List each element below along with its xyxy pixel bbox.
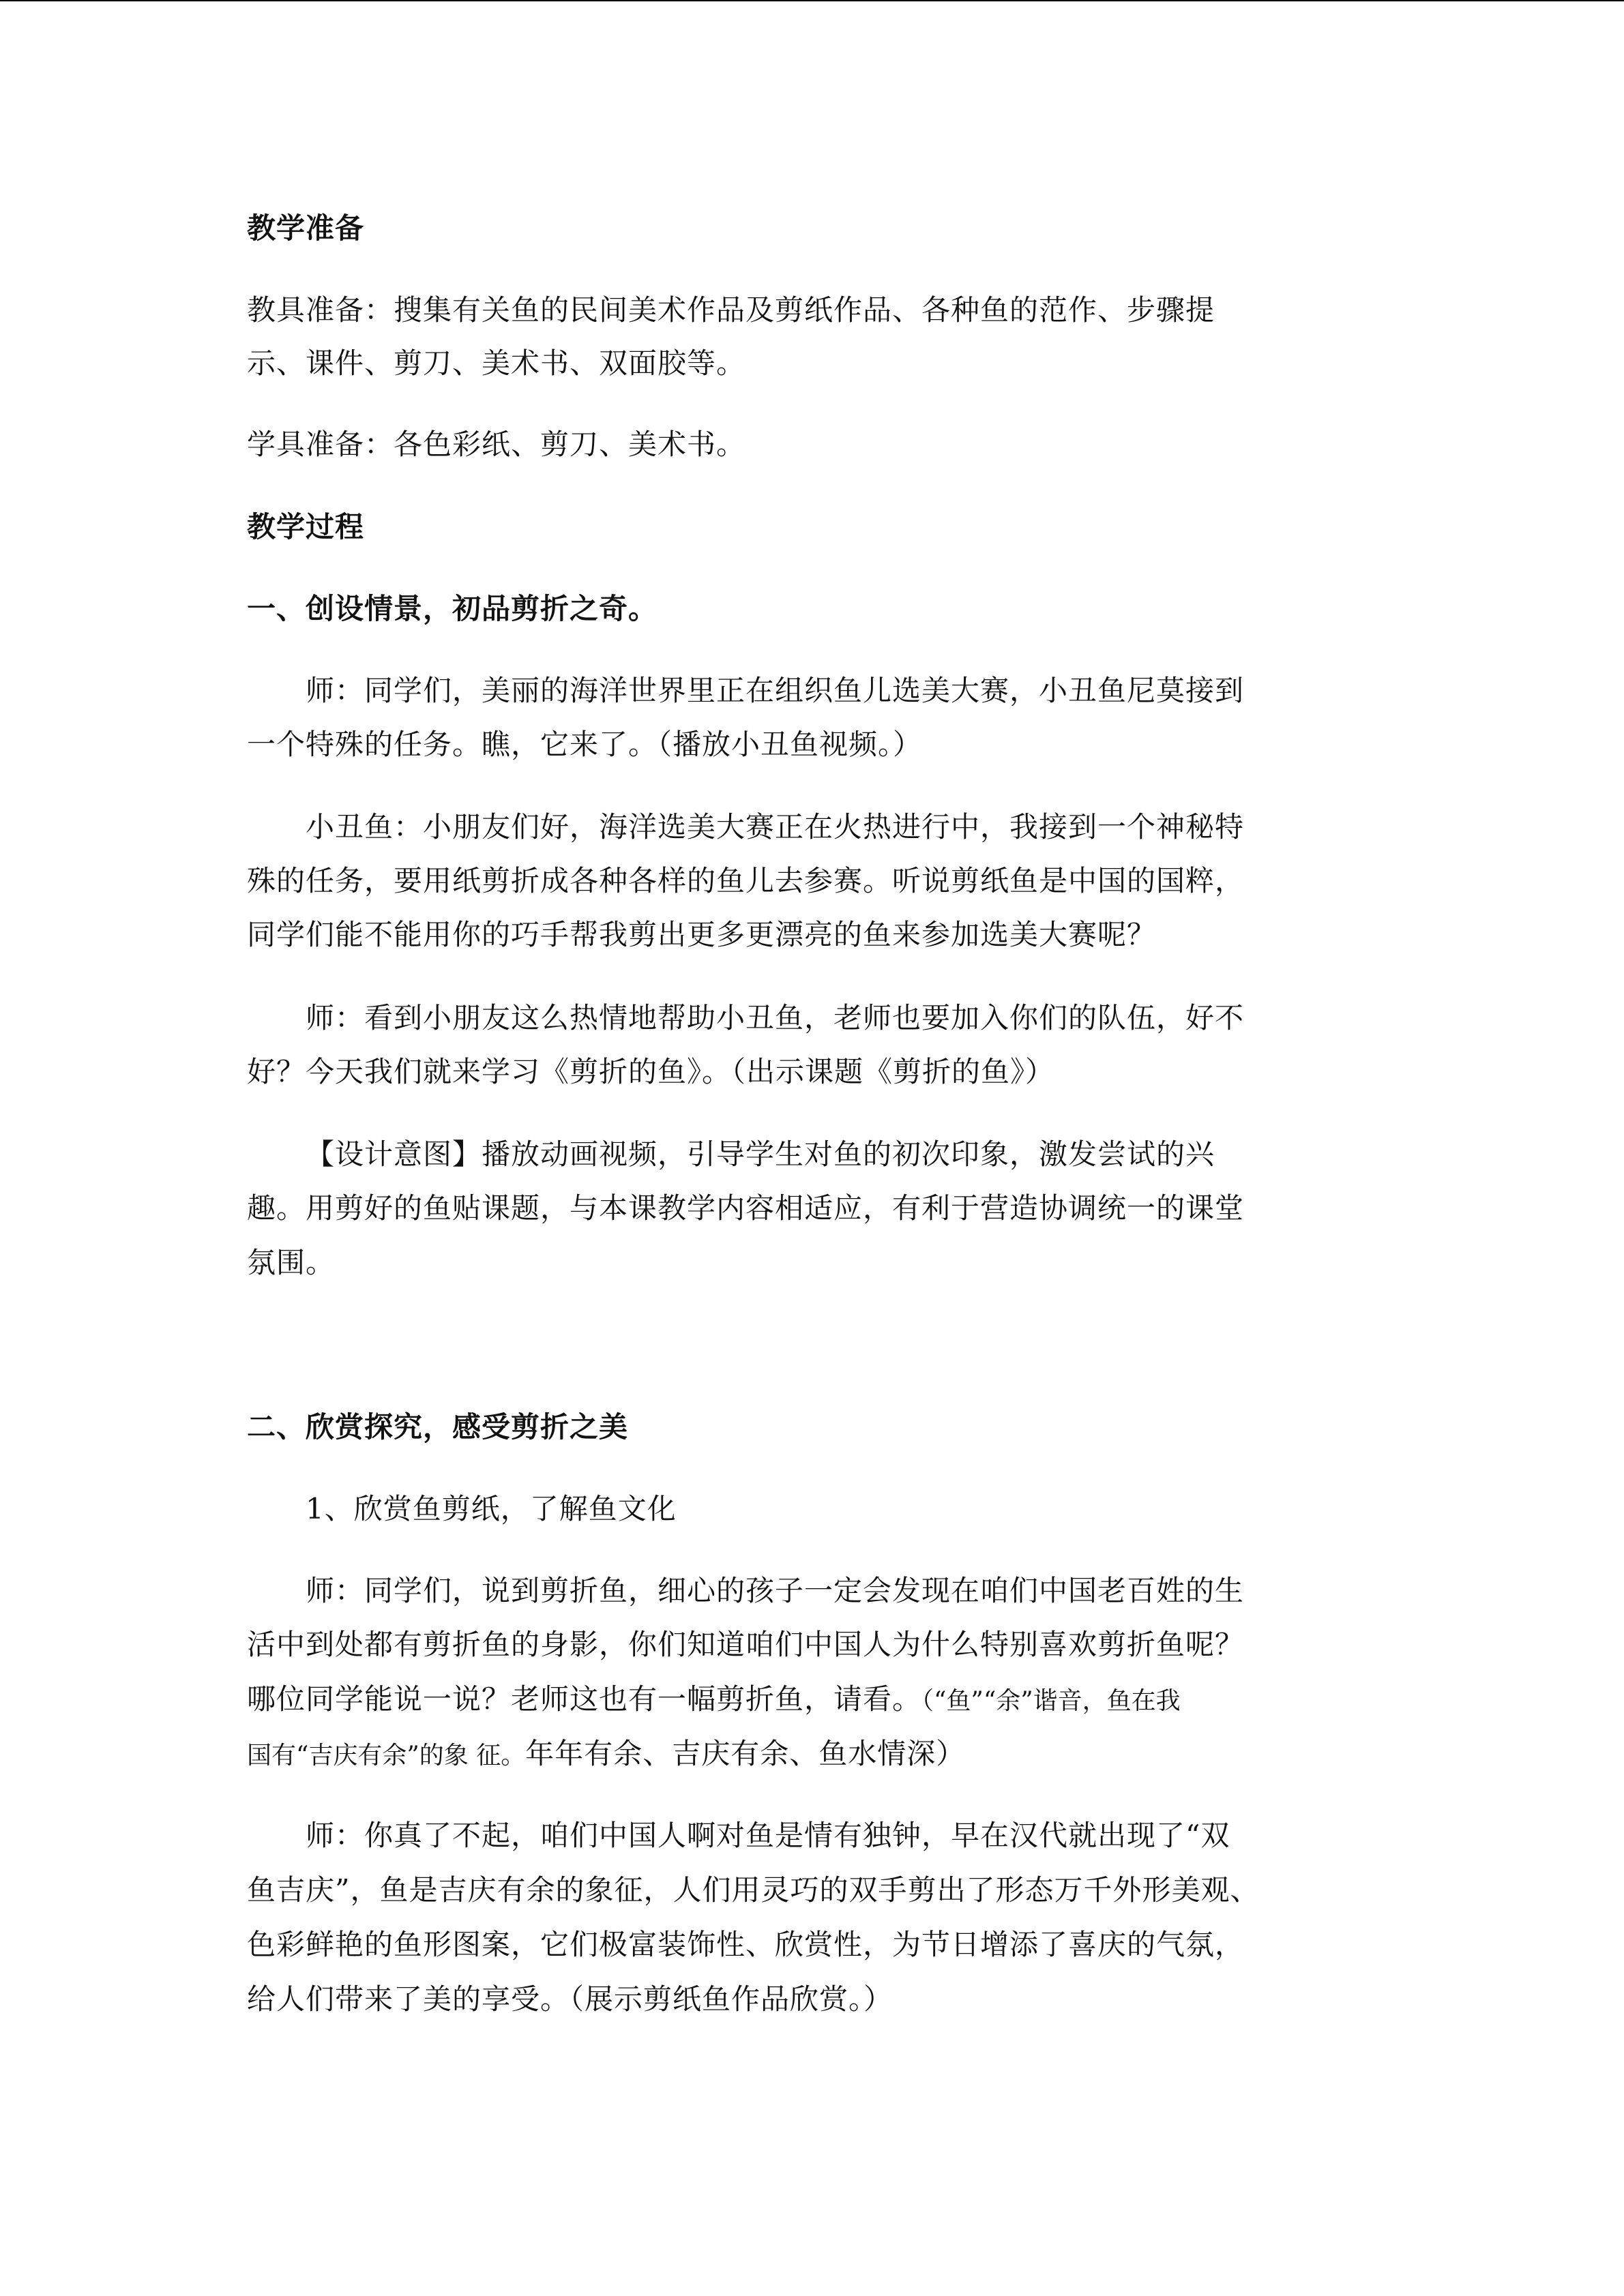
heading-teaching-process: 教学过程 (247, 510, 365, 543)
teacher-tools-line-1: 教具准备：搜集有关鱼的民间美术作品及剪纸作品、各种鱼的范作、步骤提 (247, 293, 1215, 327)
heading-teaching-preparation: 教学准备 (247, 211, 365, 245)
paragraph-6-line-2: 鱼吉庆”，鱼是吉庆有余的象征，人们用灵巧的双手剪出了形态万千外形美观、 (247, 1873, 1260, 1907)
paragraph-3-line-2: 好？今天我们就来学习《剪折的鱼》。（出示课题《剪折的鱼》） (247, 1055, 1055, 1088)
paragraph-2-line-3: 同学们能不能用你的巧手帮我剪出更多更漂亮的鱼来参加选美大赛呢？ (247, 918, 1157, 951)
design-intent-line-2: 趣。用剪好的鱼贴课题，与本课教学内容相适应，有利于营造协调统一的课堂 (247, 1191, 1245, 1225)
teacher-tools-line-2: 示、课件、剪刀、美术书、双面胶等。 (247, 346, 746, 380)
design-intent-line-1: 【设计意图】播放动画视频，引导学生对鱼的初次印象，激发尝试的兴 (306, 1137, 1215, 1171)
paragraph-6-line-4: 给人们带来了美的享受。（展示剪纸鱼作品欣赏。） (247, 1982, 894, 2016)
paragraph-5-line-3-note: （“鱼”“余”谐音，鱼在我 (921, 1687, 1181, 1715)
paragraph-1-line-2: 一个特殊的任务。瞧，它来了。（播放小丑鱼视频。） (247, 728, 923, 761)
paragraph-5-line-4-main: 年年有余、吉庆有余、鱼水情深） (525, 1737, 966, 1770)
paragraph-6-line-1: 师：你真了不起，咱们中国人啊对鱼是情有独钟，早在汉代就出现了“双 (306, 1819, 1230, 1852)
paragraph-2-line-2: 殊的任务，要用纸剪折成各种各样的鱼儿去参赛。听说剪纸鱼是中国的国粹， (247, 864, 1245, 897)
paragraph-5-line-2: 活中到处都有剪折鱼的身影，你们知道咱们中国人为什么特别喜欢剪折鱼呢？ (247, 1628, 1245, 1661)
paragraph-3-line-1: 师：看到小朋友这么热情地帮助小丑鱼，老师也要加入你们的队伍，好不 (306, 1001, 1245, 1034)
section-1-title: 一、创设情景，初品剪折之奇。 (247, 592, 658, 625)
paragraph-5-line-4-note: 国有“吉庆有余”的象 征。 (247, 1742, 526, 1770)
paragraph-5-line-3 (247, 1679, 1365, 1722)
paragraph-5-line-4 (247, 1733, 1365, 1776)
paragraph-5-line-1: 师：同学们，说到剪折鱼，细心的孩子一定会发现在咱们中国老百姓的生 (306, 1574, 1245, 1607)
subsection-1-title: 1、欣赏鱼剪纸，了解鱼文化 (306, 1492, 677, 1525)
paragraph-6-line-3: 色彩鲜艳的鱼形图案，它们极富装饰性、欣赏性，为节日增添了喜庆的气氛， (247, 1928, 1245, 1961)
paragraph-1-line-1: 师：同学们，美丽的海洋世界里正在组织鱼儿选美大赛，小丑鱼尼莫接到 (306, 674, 1245, 707)
paragraph-2-line-1: 小丑鱼：小朋友们好，海洋选美大赛正在火热进行中，我接到一个神秘特 (306, 810, 1245, 844)
page-top-border (0, 0, 1624, 1)
design-intent-line-3: 氛围。 (247, 1246, 336, 1279)
paragraph-5-line-3-main: 哪位同学能说一说？老师这也有一幅剪折鱼，请看。 (247, 1682, 922, 1716)
section-2-title: 二、欣赏探究，感受剪折之美 (247, 1410, 629, 1444)
student-tools: 学具准备：各色彩纸、剪刀、美术书。 (247, 428, 746, 461)
